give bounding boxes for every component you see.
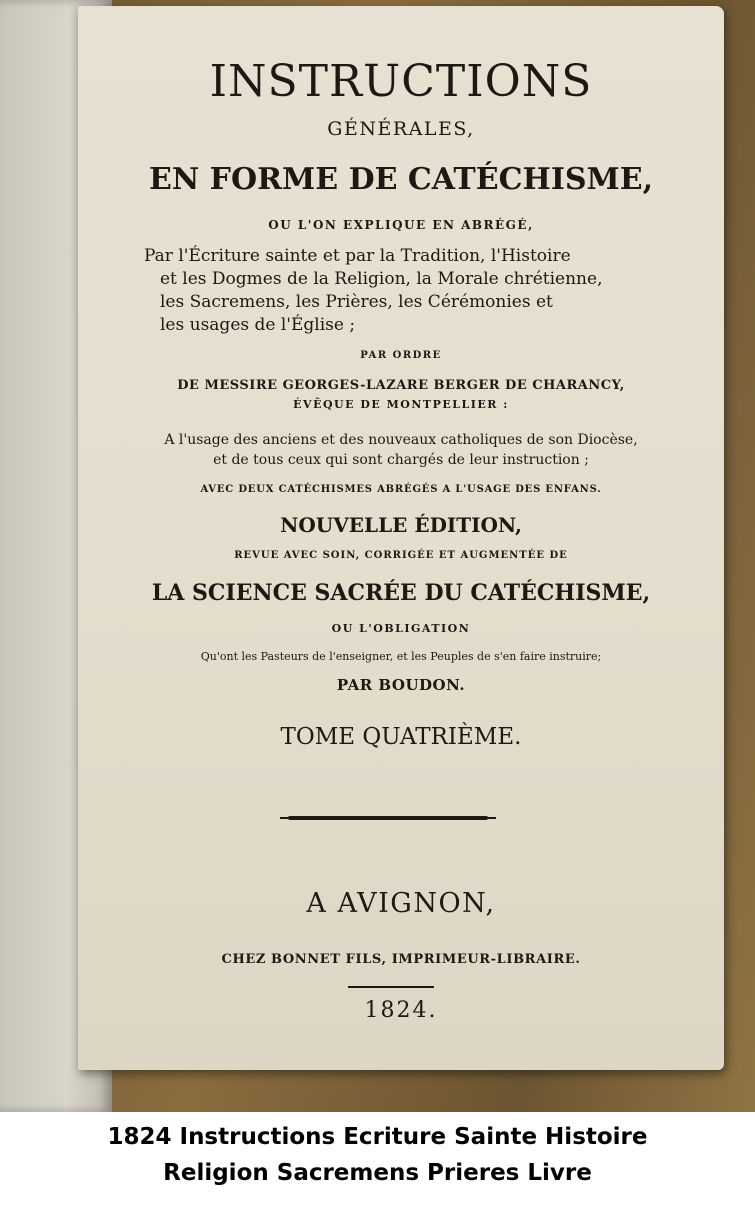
- printer-line: CHEZ BONNET FILS, IMPRIMEUR-LIBRAIRE.: [221, 952, 581, 967]
- short-rule: [348, 986, 434, 988]
- tome-line: TOME QUATRIÈME.: [280, 724, 522, 750]
- ou-explique-line: OU L'ON EXPLIQUE EN ABRÉGÉ,: [268, 218, 534, 232]
- subtitle-generales: GÉNÉRALES,: [327, 118, 475, 140]
- nouvelle-edition: NOUVELLE ÉDITION,: [280, 513, 522, 537]
- obligation-line: OU L'OBLIGATION: [331, 622, 471, 635]
- description-line-2: et les Dogmes de la Religion, la Morale chrétienne,: [160, 269, 603, 289]
- subtitle-forme: EN FORME DE CATÉCHISME,: [148, 162, 654, 197]
- description-line-1: Par l'Écriture sainte et par la Tradition, l'Histoire: [144, 246, 571, 266]
- ornamental-rule: [288, 816, 488, 820]
- par-ordre-line: PAR ORDRE: [360, 350, 442, 361]
- author-line: PAR BOUDON.: [336, 676, 466, 694]
- usage-line-1: A l'usage des anciens et des nouveaux catholiques de son Diocèse,: [164, 432, 638, 448]
- description-line-4: les usages de l'Église ;: [160, 315, 356, 335]
- city-line: A AVIGNON,: [306, 888, 496, 919]
- usage-line-2: et de tous ceux qui sont chargés de leur instruction ;: [213, 452, 589, 468]
- science-line: LA SCIENCE SACRÉE DU CATÉCHISME,: [151, 580, 651, 606]
- description-line-3: les Sacremens, les Prières, les Cérémonies et: [160, 292, 553, 312]
- year-line: 1824.: [364, 998, 438, 1023]
- messire-line: DE MESSIRE GEORGES-LAZARE BERGER DE CHARANCY,: [177, 378, 625, 393]
- title-page: [78, 6, 724, 1070]
- revue-line: REVUE AVEC SOIN, CORRIGÉE ET AUGMENTÉE DE: [234, 550, 568, 561]
- eveque-line: ÉVÊQUE DE MONTPELLIER :: [293, 398, 509, 411]
- caption-line-2: Religion Sacremens Prieres Livre: [163, 1160, 592, 1186]
- caption-line-1: 1824 Instructions Ecriture Sainte Histoire: [107, 1124, 648, 1150]
- pasteurs-line: Qu'ont les Pasteurs de l'enseigner, et les Peuples de s'en faire instruire;: [200, 650, 602, 663]
- avec-line: AVEC DEUX CATÉCHISMES ABRÉGÉS A L'USAGE DES ENFANS.: [200, 484, 602, 495]
- book-title: INSTRUCTIONS: [209, 56, 593, 107]
